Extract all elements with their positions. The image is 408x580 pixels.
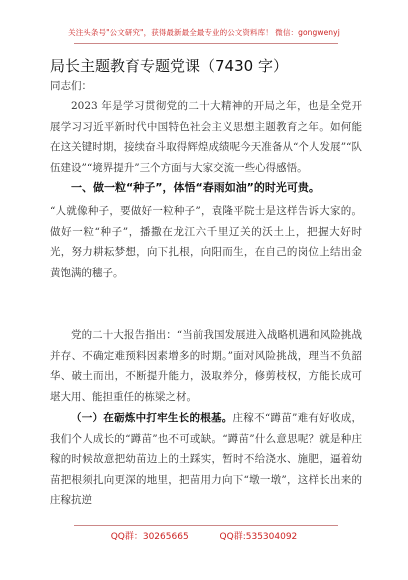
subsection-lead: （一）在砺炼中打牢生长的根基。 bbox=[71, 412, 233, 424]
paragraph-4 bbox=[50, 408, 362, 511]
footer bbox=[0, 529, 408, 542]
document-title: 局长主题教育专题党课（7430 字） bbox=[50, 57, 288, 75]
footer-qq-group-2: QQ群:535304092 bbox=[219, 532, 298, 542]
paragraph-1: 2023 年是学习贯彻党的二十大精神的开局之年，也是全党开展学习习近平新时代中国特色社会主义思想主题教育之年。如何能在这关键时期，接续奋斗取得辉煌成绩呢今天准备从“个人发展”“队伍建设”“境界提升”三个方面与大家交流一些心得感悟。 bbox=[50, 100, 362, 174]
footer-divider bbox=[74, 525, 338, 526]
salutation: 同志们： bbox=[50, 80, 92, 92]
header-divider bbox=[74, 43, 338, 44]
paragraph-2: “人就像种子，要做好一粒种子”，袁隆平院士是这样告诉大家的。做好一粒“种子”，播撒在龙江六千里辽关的沃土上，把握大好时光，努力耕耘梦想，向下扎根，向阳而生，在自己的岗位上结出金黄饱满的穗子。 bbox=[50, 205, 362, 279]
section-heading-1: 一、做一粒“种子”，体悟“春雨如油”的时光可贵。 bbox=[71, 181, 320, 194]
paragraph-3: 党的二十大报告指出：“当前我国发展进入战略机遇和风险挑战并存、不确定难预料因素增多的时期。”面对风险挑战，理当不负韶华、破土而出，不断提升能力，汲取养分，修剪枝权，方能长成可堪大用、能担重任的栋梁之材。 bbox=[50, 329, 362, 403]
header-banner: 关注头条号"公文研究"，获得最新最全最专业的公文资料库！ 微信：gongwenyj bbox=[68, 28, 340, 37]
paragraph-4-text: 庄稼不“蹲苗”难有好收成，我们个人成长的“蹲苗”也不可或缺。“蹲苗”什么意思呢？就是种庄稼的时候故意把幼苗边上的土踩实，暂时不给浇水、施肥，逼着幼苗把根须扎向更深的地里，把苗用力向下“墩一墩”，这样长出来的庄稼抗逆 bbox=[50, 412, 362, 506]
footer-qq-group-1: QQ群：30265665 bbox=[110, 532, 189, 542]
